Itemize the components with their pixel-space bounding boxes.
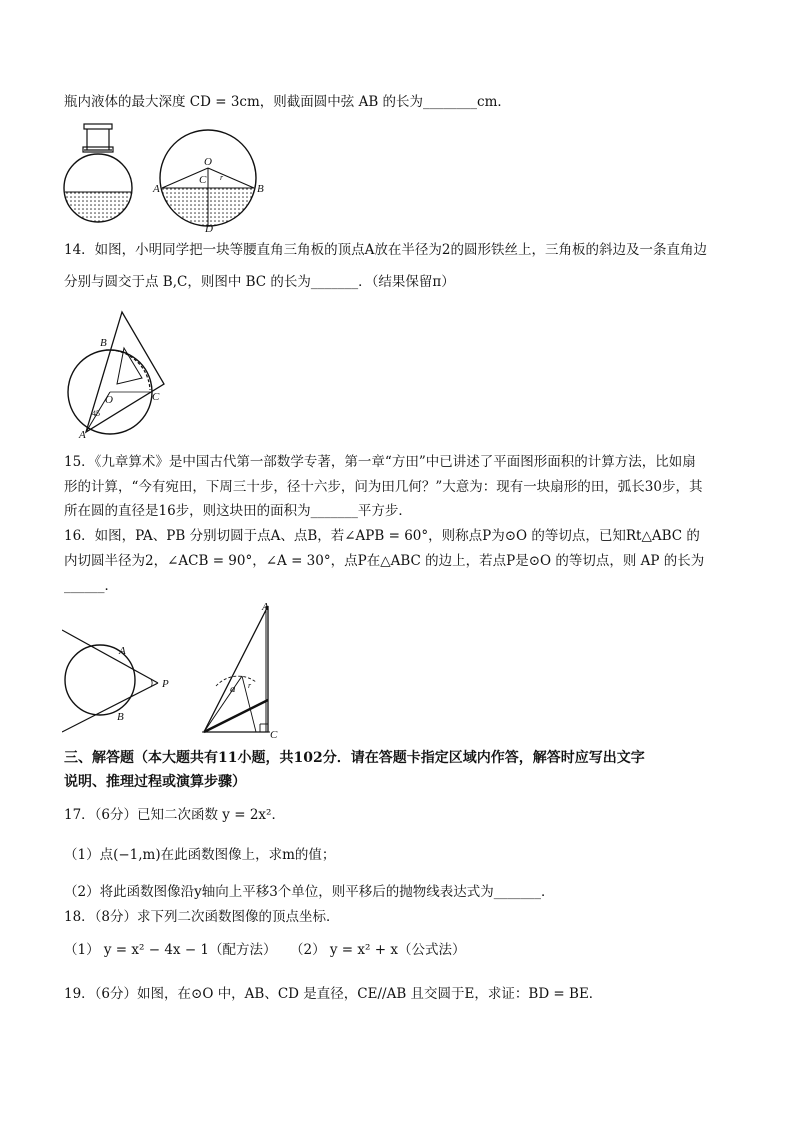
label-O-14: O bbox=[105, 394, 113, 406]
label-O: O bbox=[204, 156, 212, 168]
label-r: r bbox=[220, 173, 224, 182]
label-D: D bbox=[205, 223, 213, 232]
label-C: C bbox=[199, 174, 207, 186]
q14-line1: 14．如图，小明同学把一块等腰直角三角板的顶点A放在半径为2的圆形铁丝上，三角板的斜边及一条直角边 bbox=[64, 242, 708, 258]
section3-heading-line2: 说明、推理过程或演算步骤） bbox=[64, 774, 246, 790]
q16-line1: 16．如图，PA、PB 分别切圆于点A、点B，若∠APB = 60°，则称点P为⊙O 的等切点，已知Rt△ABC 的 bbox=[64, 528, 700, 544]
q16-line3: ______． bbox=[64, 578, 118, 594]
figure-tangent-point bbox=[62, 628, 188, 734]
label-A: A bbox=[153, 183, 160, 195]
q17-part2: （2）将此函数图像沿y轴向上平移3个单位，则平移后的抛物线表达式为_______． bbox=[64, 884, 555, 900]
figure-right-triangle bbox=[196, 600, 286, 740]
q17: 17．（6分）已知二次函数 y = 2x²． bbox=[64, 807, 285, 823]
label-C-16b: C bbox=[270, 729, 278, 740]
figure-circle-triangle bbox=[62, 308, 172, 440]
q19: 19．（6分）如图，在⊙O 中，AB、CD 是直径，CE//AB 且交圆于E，求证：BD = BE． bbox=[64, 986, 603, 1002]
label-P: P bbox=[162, 678, 169, 690]
q15-line1: 15．《九章算术》是中国古代第一部数学专著，第一章“方田”中已讲述了平面图形面积的计算方法，比如扇 bbox=[64, 454, 696, 470]
section3-heading-line1: 三、解答题（本大题共有11小题，共102分．请在答题卡指定区域内作答，解答时应写出文字 bbox=[64, 750, 645, 766]
label-A-16b: A bbox=[262, 601, 269, 613]
q15-line3: 所在圆的直径是16步，则这块田的面积为_______平方步． bbox=[64, 503, 412, 519]
label-r-16b: r bbox=[248, 681, 252, 690]
label-B-14: B bbox=[100, 337, 107, 349]
label-a: a bbox=[230, 683, 236, 695]
figure-flask-circle bbox=[62, 120, 272, 232]
label-A-16a: A bbox=[119, 645, 126, 657]
q16-line2: 内切圆半径为2，∠ACB = 90°，∠A = 30°，点P在△ABC 的边上，若点P是⊙O 的等切点，则 AP 的长为 bbox=[64, 553, 705, 569]
q17-part1: （1）点(−1,m)在此函数图像上，求m的值； bbox=[64, 847, 336, 863]
label-A-14: A bbox=[79, 429, 86, 440]
label-45: 45 bbox=[92, 409, 100, 418]
label-C-14: C bbox=[152, 391, 160, 403]
label-B-16a: B bbox=[117, 711, 124, 723]
q13-continuation: 瓶内液体的最大深度 CD = 3cm，则截面圆中弦 AB 的长为________cm． bbox=[64, 94, 511, 110]
q18-parts: （1） y = x² − 4x − 1（配方法） （2） y = x² + x（公式法） bbox=[64, 942, 466, 958]
q18: 18．（8分）求下列二次函数图像的顶点坐标． bbox=[64, 909, 340, 925]
q15-line2: 形的计算，“今有宛田，下周三十步，径十六步，问为田几何？”大意为：现有一块扇形的田，弧长30步，其 bbox=[64, 479, 703, 495]
q14-line2: 分别与圆交于点 B,C，则图中 BC 的长为_______．（结果保留π） bbox=[64, 274, 455, 290]
label-B: B bbox=[257, 183, 264, 195]
